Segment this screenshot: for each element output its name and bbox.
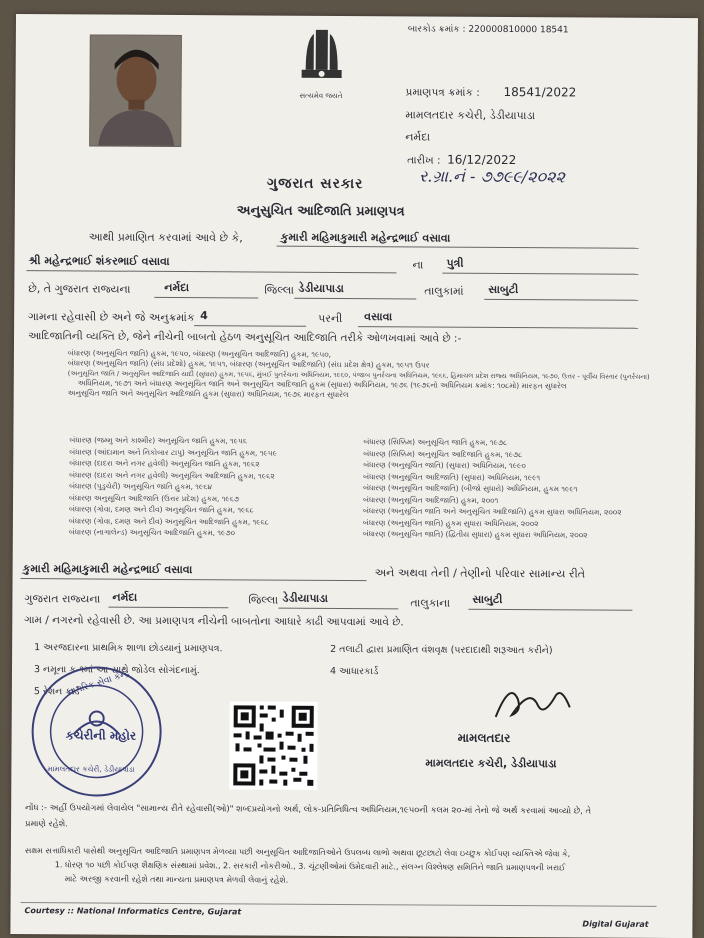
certificate-date-label: તારીખ : [407,154,441,167]
order-left-item: બંધારણ (દાદરા અને નગર હવેલી) અનુસૂચિત આદિજાતિ હુકમ, ૧૯૬૨ [69,469,275,481]
footer-brand: Digital Gujarat [582,919,649,929]
order-right-item: બંધારણ (અનુસૂચિત જાતિ) (દ્વિતીય સુધારા) હુકમ સુધારા અધિનિયમ, ૨૦૦૨ [362,529,588,540]
tribe-label: પરની [318,311,343,325]
order-top-item: બંધારણ (અનુસૂચિત જાતિ) હુકમ, ૧૯૫૦, બંધારણ (અનુસૂચિત આદિજાતિ) હુકમ, ૧૯૫૦, [67,348,332,359]
residence-holder-line [21,578,367,581]
village-prefix: ગામના રહેવાસી છે અને જે અનુક્રમાંક [28,310,195,325]
order-top-item: (અનુસૂચિત જાતિ / અનુસૂચિત આદિજાતિ યાદી (સુધારા) હુકમ, ૧૯૫૬, મુંબઈ પુનર્રચના અધિનિયમ, ૧૯૬૦, પંજાબ પુનર્રચના અધિનિયમ, ૧૯૬૬, હિમાચલ પ્રદેશ રાજ્ય અધિનિયમ, ૧૯૭૦, ઉત્તર - પૂર્વીય વિસ્તાર (પુનર્રચના) [67,369,650,381]
applicant-photo [89,34,182,147]
document-item: 3 નમૂના ક-૧માં આ સાથે જોડેલ સોગંદનામું. [33,664,200,677]
relation-line [442,273,638,275]
order-top-item: અનુસૂચિત જાતિ અને અનુસૂચિત આદિજાતિ હુકમ (સુધારા) અધિનિયમ, ૧૯૭૬ મારફત સુધારેલ [67,388,349,400]
order-right-item: બંધારણ (અનુસૂચિત આદિજાતિ) (બીજો સુધારો) અધિનિયમ, હુકમ ૧૯૯૧ [363,483,578,494]
residence-taluka-label: તાલુકાના [410,596,451,610]
intro-text: આથી પ્રમાણિત કરવામાં આવે છે કે, [88,230,243,245]
order-left-item: બંધારણ (પુડુચેરી) અનુસૂચિત જાતિ હુકમ, ૧૯૬૪ [69,481,213,492]
order-right-item: બંધારણ (અનુસૂચિત જાતિ) હુકમ સુધારા અધિનિયમ, ૨૦૦૨ [362,517,539,528]
handwritten-reference: ર.ગ્રા.નં - ૭૭૯૯/૨૦૨૨ [418,166,566,187]
qr-code [229,701,318,790]
footer-credit: Courtesy :: National Informatics Centre, Gujarat [24,906,242,917]
certificate-number-label: પ્રમાણપત્ર ક્રમાંક : [405,86,480,99]
residence-taluka: સાબુટી [472,592,503,606]
tribe-line [358,326,638,329]
district-value: નર્મદા [164,280,190,295]
taluka-district-value: ડેડીયાપાડા [298,281,344,296]
certificate-date: 16/12/2022 [447,152,517,168]
father-name-line [26,270,396,273]
order-right-item: બંધારણ (અનુસૂચિત જાતિ અને અનુસૂચિત આદિજાતિ) હુકમ સુધારા અધિનિયમ, ૨૦૦૨ [362,506,622,517]
order-right-item: બંધારણ (સિક્કિમ) અનુસૂચિત જાતિ હુકમ, ૧૯૭૮ [363,437,508,448]
taluka-value: સાબુટી [488,282,519,297]
tribe-value: વસાવા [364,310,393,324]
residence-basis: ગામ / નગરનો રહેવાસી છે. આ પ્રમાણપત્ર નીચેની બાબતોના આધારે કાઢી આપવામાં આવે છે. [24,614,404,629]
holder-name-line [277,246,639,249]
tribe-statement: આદિજાતિની વ્યક્તિ છે, જેને નીચેની બાબતો હેઠળ અનુસૂચિત આદિજાતિ તરીકે ઓળખવામાં આવે છે :- [27,330,462,345]
residence-district: નર્મદા [112,590,138,604]
document-item: 2 તલાટી દ્વારા પ્રમાણિત વંશવૃક્ષ (પરદાદાથી શરૂઆત કરીને) [330,643,553,657]
residence-district-label: જિલ્લા [248,593,279,607]
seal-top-text: નાગરિક સેવા કેન્દ્ર [65,668,132,699]
order-right-item: બંધારણ (અનુસૂચિત આદિજાતિ) (સુધારા) અધિનિયમ, ૧૯૯૧ [363,471,541,482]
residence-text: અને અથવા તેની / તેણીનો પરિવાર સામાન્ય રીતે [374,566,586,581]
certificate-district: નર્મદા [405,130,431,144]
barcode-number: બારકોડ ક્રમાંક : 220000810000 18541 [407,24,569,36]
order-right-item: બંધારણ (સિક્કિમ) અનુસૂચિત આદિજાતિ હુકમ, ૧૯૭૮ [363,448,523,459]
taluka-label: તાલુકામાં [424,284,464,298]
document-item: 5 રેશન કાર્ડ [33,686,80,698]
certificate-page [10,14,698,938]
document-item: 4 આધારકાર્ડ [329,665,379,678]
office-seal [31,666,162,797]
holder-name: કુમારી મહિમાકુમારી મહેન્દ્રભાઈ વસાવા [280,230,451,245]
order-left-item: બંધારણ (જમ્મુ અને કાશ્મીર) અનુસૂચિત જાતિ હુકમ, ૧૯૫૬ [69,435,248,446]
signatory-office: મામલતદાર કચેરી, ડેડીયાપાડા [425,756,557,771]
relation-prefix: ના [412,258,424,272]
serial-line [194,325,306,327]
taluka-district-line [294,298,416,300]
order-left-item: બંધારણ (નાગાલેન્ડ) અનુસૂચિત આદિજાતિ હુકમ, ૧૯૭૦ [68,527,236,538]
certificate-number: 18541/2022 [503,84,577,100]
signatory-title: મામલતદાર [457,730,511,746]
residence-taluka-district: ડેડીયાપાડા [282,591,328,605]
residence-holder-name: કુમારી મહિમાકુમારી મહેન્દ્રભાઈ વસાવા [22,562,193,577]
state-prefix: છે, તે ગુજરાત રાજ્યના [28,282,131,296]
note-line-2: પ્રમાણે રહેશે. [25,818,68,829]
government-title: ગુજરાત સરકાર [266,175,364,193]
district-line [154,297,258,299]
order-left-item: બંધારણ (ગોવા, દમણ અને દીવ) અનુસૂચિત આદિજાતિ હુકમ, ૧૯૬૮ [68,515,269,527]
residence-district-line [108,607,228,609]
order-right-item: બંધારણ (અનુસૂચિત આદિજાતિ) હુકમ, ૨૦૦૧ [363,494,499,505]
residence-taluka-district-line [278,608,398,610]
seal-bottom-text: મામલતદાર કચેરી, ડેડીયાપાડા [47,764,135,774]
serial-value: 4 [200,309,208,323]
note-line-4: 1. ધોરણ ૧૦ પછી કોઈપણ શૈક્ષણિક સંસ્થામાં પ્રવેશ., 2. સરકારી નોકરીઓ., 3. ચૂંટણીઓમાં ઉમેદવારી માટે., સંલગ્ન વિશ્લેષણ સમિતિને જાતિ પ્રમાણપત્રની ખરાઈ [54,860,566,873]
order-top-item: અધિનિયમ, ૧૯૭૧ અને બંધારણ અનુસૂચિત જાતિ અને અનુસૂચિત આદિજાતિ હુકમ (સુધારા) અધિનિયમ, ૧૯૭૬ (૧૯૭૬નો અધિનિયમ ક્રમાંક: ૧૦૮મો) મારફત સુધારેલ [77,378,567,391]
order-left-item: બંધારણ અનુસૂચિત આદિજાતિ (ઉત્તર પ્રદેશ) હુકમ, ૧૯૬૭ [69,492,240,503]
document-item: 1 અરજદારના પ્રાથમિક શાળા છોડયાનું પ્રમાણપત્ર. [34,642,223,655]
residence-state-prefix: ગુજરાત રાજ્યના [24,592,101,606]
note-line-1: નોંધ :- અહીં ઉપયોગમાં લેવાયેલ "સામાન્ય રીતે રહેવાસી(ઓ)" શબ્દપ્રયોગનો અર્થ, લોક-પ્રતિનિધિત્વ અધિનિયમ,૧૯૫૦ની કલમ ૨૦-માં તેનો જે અર્થ કરવામાં આવ્યો છે, તે [25,802,592,816]
seal-center-text: કચેરીની મહોર [65,728,137,743]
note-line-5: માટે અરજી કરવાની રહેશે તથા માન્યતા પ્રમાણપત્ર મેળવી લેવાનું રહેશે. [64,874,289,885]
district-label: જિલ્લા [264,283,294,297]
relation: પુત્રી [446,256,464,270]
order-left-item: બંધારણ (આંદામાન અને નિકોબાર ટાપુ) અનુસૂચિત જાતિ હુકમ, ૧૯૫૯ [69,446,278,458]
signature-mark [486,677,576,728]
orders-left-list [69,434,277,539]
note-line-3: સક્ષમ સત્તાધિકારી પાસેથી અનુસૂચિત આદિજાતિ પ્રમાણપત્ર મેળવ્યા પછી અનુસૂચિત આદિજાતિઓને ઉપલબ્ધ લાભો અથવા છૂટછાટો લેવા ઇચ્છુક કોઈપણ વ્યક્તિએ જેવા કે, [24,846,571,859]
taluka-line [484,299,638,301]
emblem-motto: સત્યમેવ જયતે [299,91,343,100]
order-left-item: બંધારણ (ગોવા, દમણ અને દીવ) અનુસૂચિત જાતિ હુકમ, ૧૯૬૮ [68,504,254,515]
orders-top-list [68,348,688,402]
residence-taluka-line [468,609,632,611]
certificate-title: અનુસુચિત આદિજાતિ પ્રમાણપત્ર [236,203,405,220]
father-name: શ્રી મહેન્દ્રભાઈ શંકરભાઈ વસાવા [28,254,170,268]
order-left-item: બંધારણ (દાદરા અને નગર હવેલી) અનુસૂચિત જાતિ હુકમ, ૧૯૬૨ [69,458,260,469]
order-top-item: બંધારણ (અનુસૂચિત જાતિ) (સંઘ પ્રદેશો) હુકમ, ૧૯૫૧, બંધારણ (અનુસૂચિત આદિજાતિ) (સંઘ પ્રદેશ ક્ષેત્ર) હુકમ, ૧૯૫૧ ઉપર [67,358,430,370]
order-right-item: બંધારણ (અનુસૂચિત જાતિ) (સુધારા) અધિનિયમ, ૧૯૯૦ [363,460,526,471]
orders-right-list [363,436,622,541]
national-emblem-icon [291,20,351,100]
certificate-office: મામલતદાર કચેરી, ડેડીયાપાડા [405,108,536,123]
